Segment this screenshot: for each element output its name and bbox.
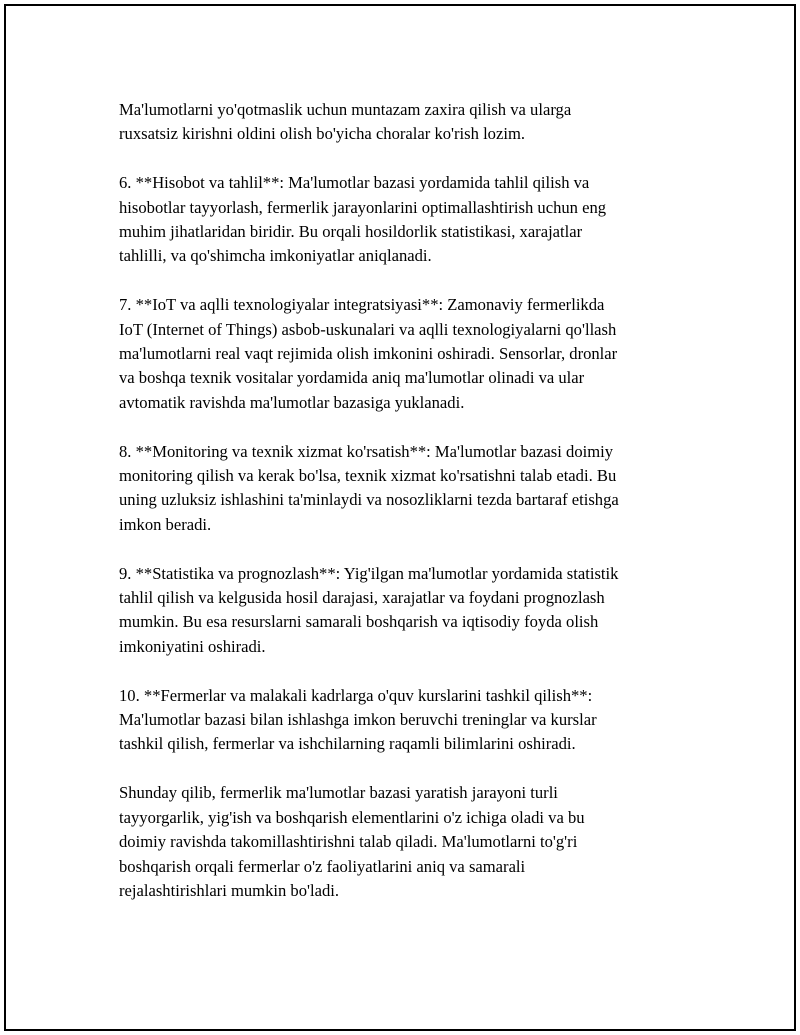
paragraph-backup-note: Ma'lumotlarni yo'qotmaslik uchun muntazam zaxira qilish va ularga ruxsatsiz kirishni oldini olish bo'yicha choralar ko'rish lozim. xyxy=(119,100,572,144)
paragraph-item-10: 10. **Fermerlar va malakali kadrlarga o'quv kurslarini tashkil qilish**: Ma'lumotlar bazasi bilan ishlashga imkon beruvchi treninglar va kurslar tashkil qilish, fermerlar va ishchilarning raqamli bilimlarini oshiradi. xyxy=(119,685,597,754)
paragraph-item-8: 8. **Monitoring va texnik xizmat ko'rsatish**: Ma'lumotlar bazasi doimiy monitoring qilish va kerak bo'lsa, texnik xizmat ko'rsatishni talab etadi. Bu uning uzluksiz ishlashini ta'minlaydi va nosozliklarni tezda bartaraf etishga imkon beradi. xyxy=(119,441,619,534)
paragraph-item-6: 6. **Hisobot va tahlil**: Ma'lumotlar bazasi yordamida tahlil qilish va hisobotlar tayyorlash, fermerlik jarayonlarini optimallashtirish uchun eng muhim jihatlaridan biridir. Bu orqali hosildorlik statistikasi, xarajatlar tahlilli, va qo'shimcha imkoniyatlar aniqlanadi. xyxy=(119,173,607,266)
document-body xyxy=(119,98,694,903)
page-frame xyxy=(4,4,796,1031)
paragraph-conclusion: Shunday qilib, fermerlik ma'lumotlar bazasi yaratish jarayoni turli tayyorgarlik, yig'ish va boshqarish elementlarini o'z ichiga oladi va bu doimiy ravishda takomillashtirishni talab qiladi. Ma'lumotlarni to'g'ri boshqarish orqali fermerlar o'z faoliyatlarini aniq va samarali rejalashtirishlari mumkin bo'ladi. xyxy=(119,783,585,900)
paragraph-item-9: 9. **Statistika va prognozlash**: Yig'ilgan ma'lumotlar yordamida statistik tahlil qilish va kelgusida hosil darajasi, xarajatlar va foydani prognozlash mumkin. Bu esa resurslarni samarali boshqarish va iqtisodiy foyda olish imkoniyatini oshiradi. xyxy=(119,563,619,656)
paragraph-item-7: 7. **IoT va aqlli texnologiyalar integratsiyasi**: Zamonaviy fermerlikda IoT (Internet of Things) asbob-uskunalari va aqlli texnologiyalarni qo'llash ma'lumotlarni real vaqt rejimida olish imkonini oshiradi. Sensorlar, dronlar va boshqa texnik vositalar yordamida aniq ma'lumotlar olinadi va ular avtomatik ravishda ma'lumotlar bazasiga yuklanadi. xyxy=(119,295,618,412)
